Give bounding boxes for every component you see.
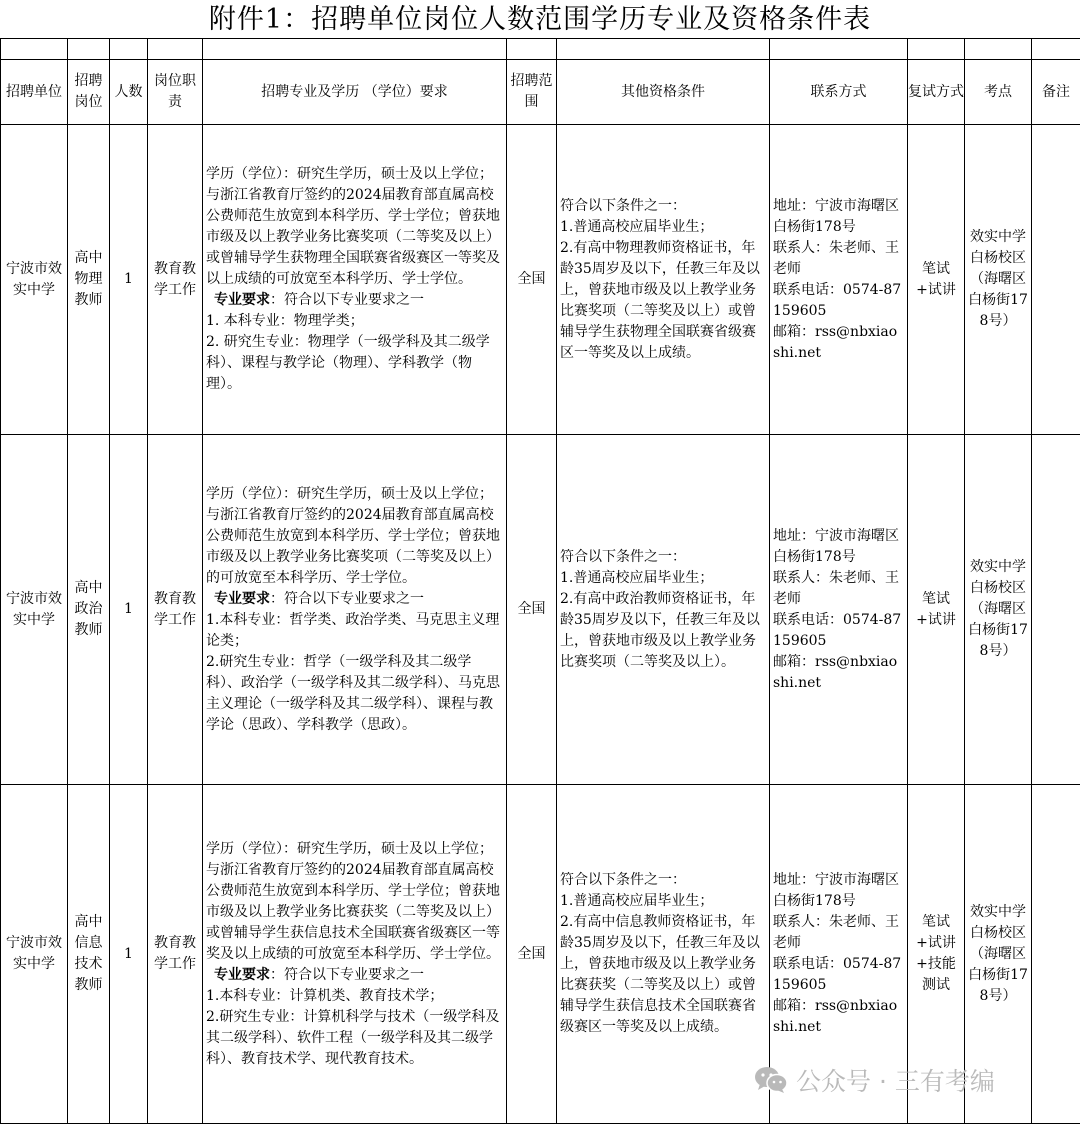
note-cell xyxy=(1032,435,1080,785)
unit-cell: 宁波市效实中学 xyxy=(1,125,68,435)
retest-cell: 笔试+试讲+技能测试 xyxy=(908,785,965,1124)
contact-phone: 联系电话：0574-87159605 xyxy=(773,611,902,649)
retest-cell: 笔试+试讲 xyxy=(908,435,965,785)
major-line: 1. 本科专业：物理学类； xyxy=(206,313,364,329)
duty-cell: 教育教学工作 xyxy=(148,435,203,785)
condition-line: 1.普通高校应届毕业生； xyxy=(560,893,714,909)
scope-cell: 全国 xyxy=(507,125,557,435)
major-intro: ：符合以下专业要求之一 xyxy=(270,966,424,983)
header-unit: 招聘单位 xyxy=(1,60,68,125)
watermark xyxy=(754,1060,1054,1100)
condition-line: 符合以下条件之一： xyxy=(560,872,686,888)
header-post: 招聘岗位 xyxy=(68,60,110,125)
other-conditions-cell xyxy=(557,435,770,785)
other-conditions-cell xyxy=(557,785,770,1124)
condition-line: 2.有高中政治教师资格证书，年龄35周岁及以下，任教三年及以上，曾获地市级及以上教学业务比赛奖项（二等奖及以上）。 xyxy=(560,590,760,670)
major-intro: ：符合以下专业要求之一 xyxy=(270,590,424,607)
spacer-row xyxy=(1,39,1080,60)
table-row xyxy=(1,435,1080,785)
contact-email: 邮箱：rss@nbxiaoshi.net xyxy=(773,998,898,1035)
contact-person: 联系人：朱老师、王老师 xyxy=(773,914,899,951)
post-cell: 高中物理教师 xyxy=(68,125,110,435)
contact-phone: 联系电话：0574-87159605 xyxy=(773,281,902,319)
retest-cell: 笔试+试讲 xyxy=(908,125,965,435)
education-cell xyxy=(203,785,507,1124)
recruitment-table xyxy=(0,38,1080,1124)
contact-email: 邮箱：rss@nbxiaoshi.net xyxy=(773,653,898,691)
major-line: 1.本科专业：哲学类、政治学类、马克思主义理论类； xyxy=(206,611,500,649)
post-cell: 高中信息技术教师 xyxy=(68,785,110,1124)
note-cell xyxy=(1032,125,1080,435)
major-intro: ：符合以下专业要求之一 xyxy=(270,292,424,308)
condition-line: 符合以下条件之一： xyxy=(560,197,686,214)
header-count: 人数 xyxy=(110,60,148,125)
condition-line: 1.普通高校应届毕业生； xyxy=(560,218,714,235)
contact-cell xyxy=(770,435,908,785)
major-requirement xyxy=(206,290,503,311)
count-cell: 1 xyxy=(110,125,148,435)
major-title: 专业要求 xyxy=(214,292,270,308)
header-education: 招聘专业及学历 （学位）要求 xyxy=(203,60,507,125)
duty-cell: 教育教学工作 xyxy=(148,125,203,435)
duty-cell: 教育教学工作 xyxy=(148,785,203,1124)
scope-cell: 全国 xyxy=(507,785,557,1124)
contact-phone: 联系电话：0574-87159605 xyxy=(773,956,902,993)
condition-line: 1.普通高校应届毕业生； xyxy=(560,569,714,586)
major-requirement xyxy=(206,965,503,986)
contact-address: 地址：宁波市海曙区白杨街178号 xyxy=(773,527,899,565)
contact-person: 联系人：朱老师、王老师 xyxy=(773,569,899,607)
education-text: 学历（学位）：研究生学历，硕士及以上学位；与浙江省教育厅签约的2024届教育部直属高校公费师范生放宽到本科学历、学士学位；曾获地市级及以上教学业务比赛奖项（二等奖及以上）或曾辅导学生获物理全国联赛省级赛区一等奖及以上成绩的可放宽至本科学历、学士学位。 xyxy=(206,166,500,287)
major-line: 2.研究生专业：哲学（一级学科及其二级学科）、政治学（一级学科及其二级学科）、马克思主义理论（一级学科及其二级学科）、课程与教学论（思政）、学科教学（思政）。 xyxy=(206,653,500,733)
contact-cell xyxy=(770,125,908,435)
post-cell: 高中政治教师 xyxy=(68,435,110,785)
header-contact: 联系方式 xyxy=(770,60,908,125)
major-title: 专业要求 xyxy=(214,966,270,983)
header-row xyxy=(1,60,1080,125)
venue-cell: 效实中学白杨校区（海曙区白杨街178号） xyxy=(965,435,1032,785)
header-duty: 岗位职责 xyxy=(148,60,203,125)
document-title: 附件1：招聘单位岗位人数范围学历专业及资格条件表 xyxy=(208,4,872,35)
education-cell xyxy=(203,435,507,785)
header-note: 备注 xyxy=(1032,60,1080,125)
venue-cell: 效实中学白杨校区（海曙区白杨街178号） xyxy=(965,125,1032,435)
major-title: 专业要求 xyxy=(214,590,270,607)
scope-cell: 全国 xyxy=(507,435,557,785)
condition-line: 2.有高中信息教师资格证书，年龄35周岁及以下，任教三年及以上，曾获地市级及以上教学业务比赛获奖（二等奖及以上）或曾辅导学生获信息技术全国联赛省级赛区一等奖及以上成绩。 xyxy=(560,914,760,1035)
unit-cell: 宁波市效实中学 xyxy=(1,435,68,785)
venue-cell: 效实中学白杨校区（海曙区白杨街178号） xyxy=(965,785,1032,1124)
major-requirement xyxy=(206,589,503,610)
header-venue: 考点 xyxy=(965,60,1032,125)
education-text: 学历（学位）：研究生学历，硕士及以上学位；与浙江省教育厅签约的2024届教育部直属高校公费师范生放宽到本科学历、学士学位；曾获地市级及以上教学业务比赛奖项（二等奖及以上）的可放宽至本科学历、学士学位。 xyxy=(206,485,500,586)
education-cell xyxy=(203,125,507,435)
unit-cell: 宁波市效实中学 xyxy=(1,785,68,1124)
header-retest: 复试方式 xyxy=(908,60,965,125)
contact-email: 邮箱：rss@nbxiaoshi.net xyxy=(773,323,898,361)
watermark-text: 公众号 · 三有考编 xyxy=(796,1067,995,1096)
header-scope: 招聘范围 xyxy=(507,60,557,125)
contact-address: 地址：宁波市海曙区白杨街178号 xyxy=(773,197,899,235)
education-text: 学历（学位）：研究生学历，硕士及以上学位；与浙江省教育厅签约的2024届教育部直属高校公费师范生放宽到本科学历、学士学位；曾获地市级及以上教学业务比赛获奖（二等奖及以上）或曾辅导学生获信息技术全国联赛省级赛区一等奖及以上成绩的可放宽至本科学历、学士学位。 xyxy=(206,840,500,962)
table-row xyxy=(1,125,1080,435)
condition-line: 符合以下条件之一： xyxy=(560,548,686,565)
contact-address: 地址：宁波市海曙区白杨街178号 xyxy=(773,872,899,909)
other-conditions-cell xyxy=(557,125,770,435)
condition-line: 2.有高中物理教师资格证书，年龄35周岁及以下，任教三年及以上，曾获地市级及以上教学业务比赛奖项（二等奖及以上）或曾辅导学生获物理全国联赛省级赛区一等奖及以上成绩。 xyxy=(560,239,760,361)
major-line: 1.本科专业：计算机类、教育技术学； xyxy=(206,987,444,1004)
major-line: 2. 研究生专业：物理学（一级学科及其二级学科）、课程与教学论（物理）、学科教学（物理）。 xyxy=(206,334,490,392)
wechat-icon xyxy=(754,1066,788,1094)
contact-person: 联系人：朱老师、王老师 xyxy=(773,239,899,277)
count-cell: 1 xyxy=(110,435,148,785)
count-cell: 1 xyxy=(110,785,148,1124)
major-line: 2.研究生专业：计算机科学与技术（一级学科及其二级学科）、软件工程（一级学科及其二级学科）、教育技术学、现代教育技术。 xyxy=(206,1008,500,1067)
header-other-conditions: 其他资格条件 xyxy=(557,60,770,125)
